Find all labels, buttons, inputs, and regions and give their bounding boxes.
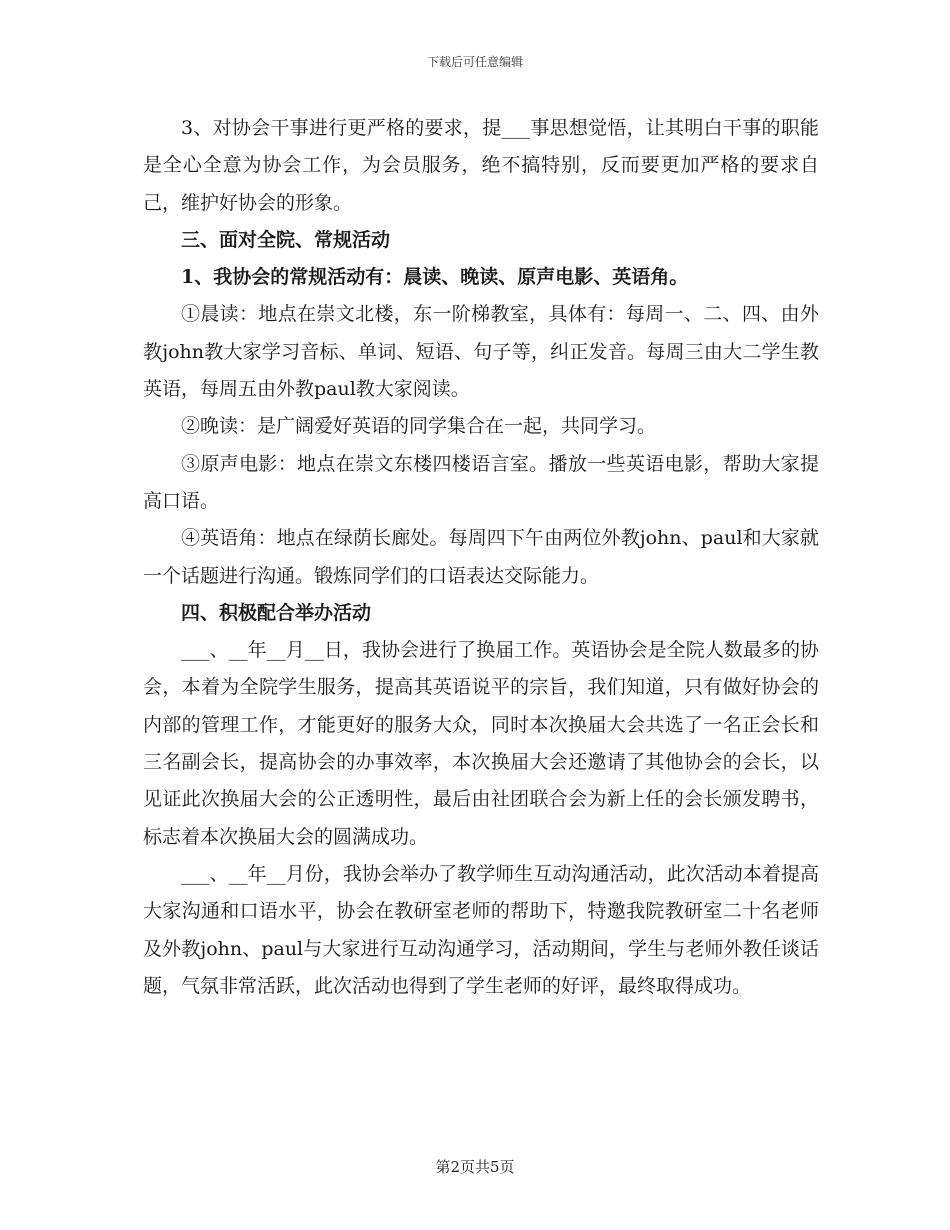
paragraph-interaction-activity: ___、__年__月份，我协会举办了教学师生互动沟通活动，此次活动本着提高大家沟通和口语水平，协会在教研室老师的帮助下，特邀我院教研室二十名老师及外教john、paul与大家进行互动沟通学习，活动期间，学生与老师外教任谈话题，气氛非常活跃，此次活动也得到了学生老师的好评，最终取得成功。 (143, 862, 819, 997)
section-heading-3: 三、面对全院、常规活动 (181, 228, 391, 251)
paragraph-english-corner: ④英语角：地点在绿荫长廊处。每周四下午由两位外教john、paul和大家就一个话题进行沟通。锻炼同学们的口语表达交际能力。 (143, 527, 819, 587)
paragraph-morning-reading: ①晨读：地点在崇文北楼，东一阶梯教室，具体有：每周一、二、四、由外教john教大家学习音标、单词、短语、句子等，纠正发音。每周三由大二学生教英语，每周五由外教paul教大家阅读。 (143, 303, 819, 401)
section-heading-4: 四、积极配合举办活动 (181, 601, 372, 624)
subheading-regular-activities: 1、我协会的常规活动有：晨读、晚读、原声电影、英语角。 (181, 266, 689, 289)
page-header: 下载后可任意编辑 (426, 55, 523, 69)
paragraph-1: 3、对协会干事进行更严格的要求，提___事思想觉悟，让其明白干事的职能是全心全意为协会工作，为会员服务，绝不搞特别，反而要更加严格的要求自己，维护好协会的形象。 (143, 117, 819, 214)
paragraph-election: ___、__年__月__日，我协会进行了换届工作。英语协会是全院人数最多的协会，本着为全院学生服务，提高其英语说平的宗旨，我们知道，只有做好协会的内部的管理工作，才能更好的服务大众，同时本次换届大会共选了一名正会长和三名副会长，提高协会的办事效率，本次换届大会还邀请了其他协会的会长，以见证此次换届大会的公正透明性，最后由社团联合会为新上任的会长颁发聘书，标志着本次换届大会的圆满成功。 (143, 639, 819, 848)
paragraph-original-movies: ③原声电影：地点在崇文东楼四楼语言室。播放一些英语电影，帮助大家提高口语。 (143, 452, 819, 512)
page-footer: 第2页共5页 (435, 1158, 515, 1176)
document-body (143, 110, 819, 1005)
paragraph-evening-reading: ②晚读：是广阔爱好英语的同学集合在一起，共同学习。 (181, 415, 657, 438)
